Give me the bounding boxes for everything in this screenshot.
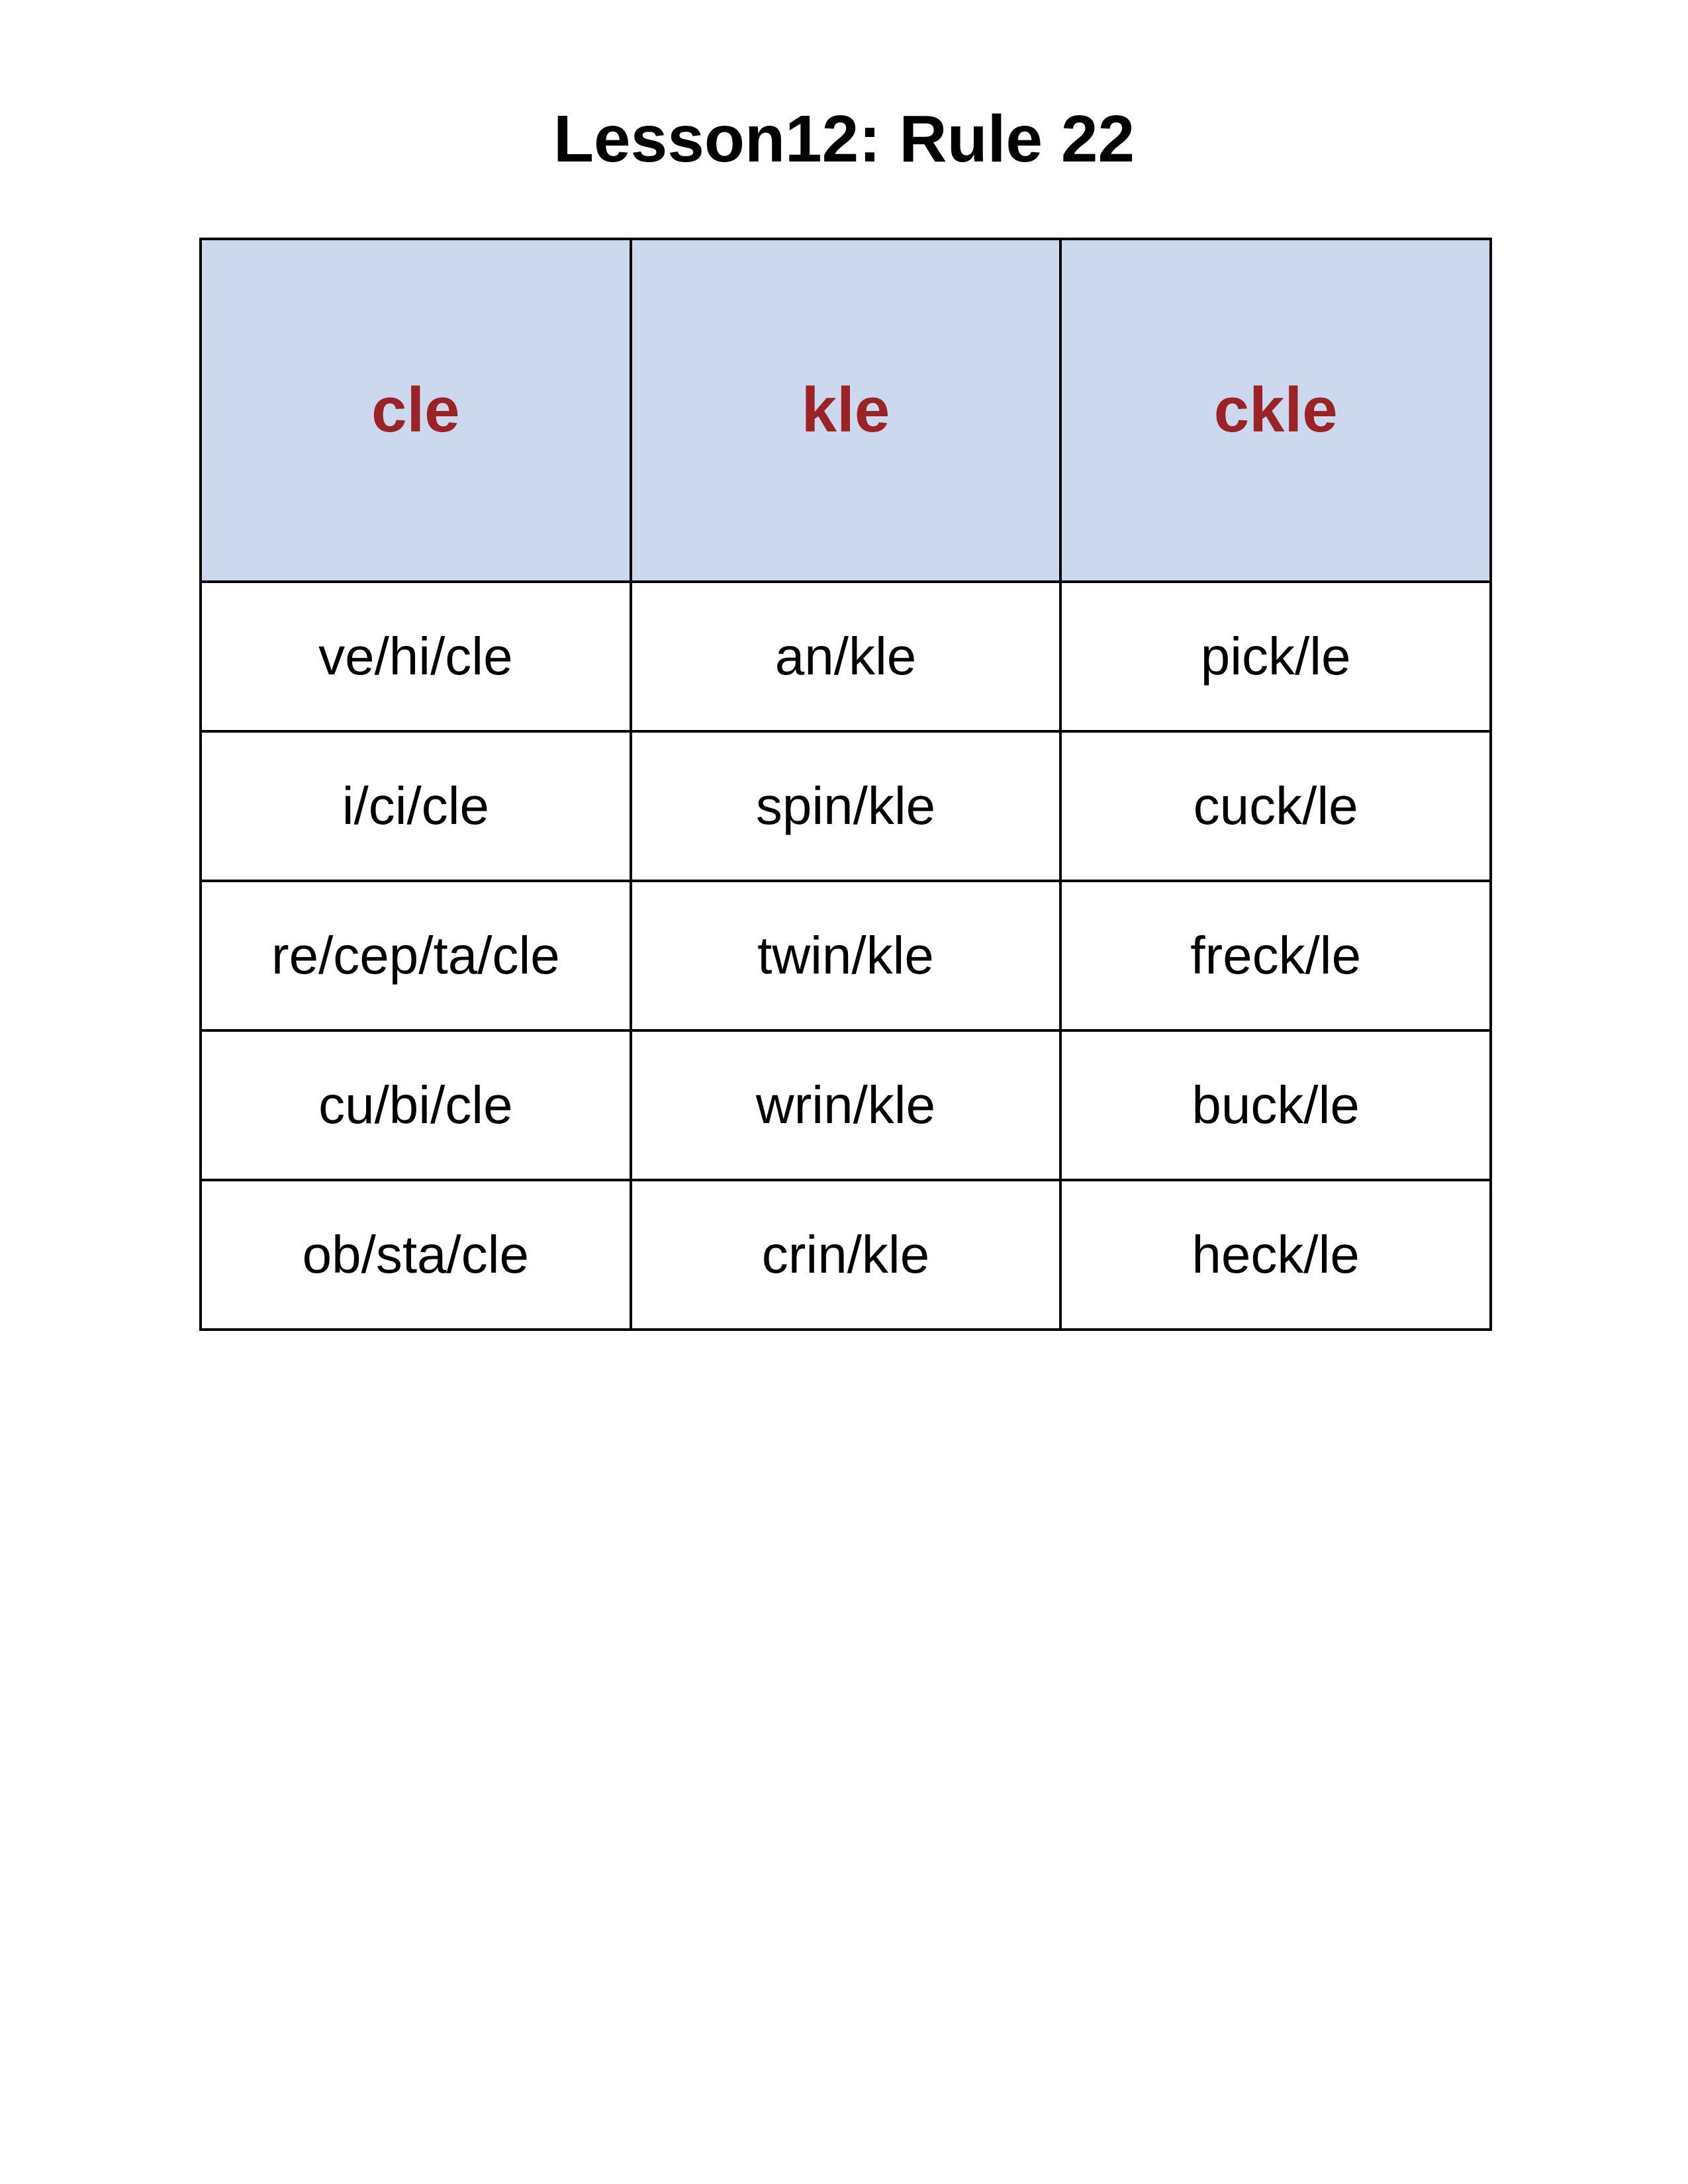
table-cell: spin/kle: [631, 731, 1061, 881]
table-cell: wrin/kle: [631, 1030, 1061, 1180]
table-row: [201, 1030, 1491, 1180]
table-cell: re/cep/ta/cle: [201, 881, 631, 1030]
table-cell: cuck/le: [1060, 731, 1491, 881]
table-row: [201, 1180, 1491, 1330]
page-title: Lesson12: Rule 22: [553, 102, 1135, 176]
table-cell: an/kle: [631, 582, 1061, 731]
table-row: [201, 582, 1491, 731]
header-cell-cle: cle: [201, 239, 631, 582]
table-row: [201, 881, 1491, 1030]
table-header: [201, 239, 1491, 582]
table-cell: freck/le: [1060, 881, 1491, 1030]
table-cell: twin/kle: [631, 881, 1061, 1030]
table-cell: i/ci/cle: [201, 731, 631, 881]
header-cell-ckle: ckle: [1060, 239, 1491, 582]
header-row: [201, 239, 1491, 582]
table-cell: ob/sta/cle: [201, 1180, 631, 1330]
table-cell: pick/le: [1060, 582, 1491, 731]
table-body: [201, 582, 1491, 1330]
header-cell-kle: kle: [631, 239, 1061, 582]
table-cell: cu/bi/cle: [201, 1030, 631, 1180]
table-cell: ve/hi/cle: [201, 582, 631, 731]
table-cell: crin/kle: [631, 1180, 1061, 1330]
table-row: [201, 731, 1491, 881]
word-table: [199, 238, 1492, 1331]
table-cell: heck/le: [1060, 1180, 1491, 1330]
table-cell: buck/le: [1060, 1030, 1491, 1180]
